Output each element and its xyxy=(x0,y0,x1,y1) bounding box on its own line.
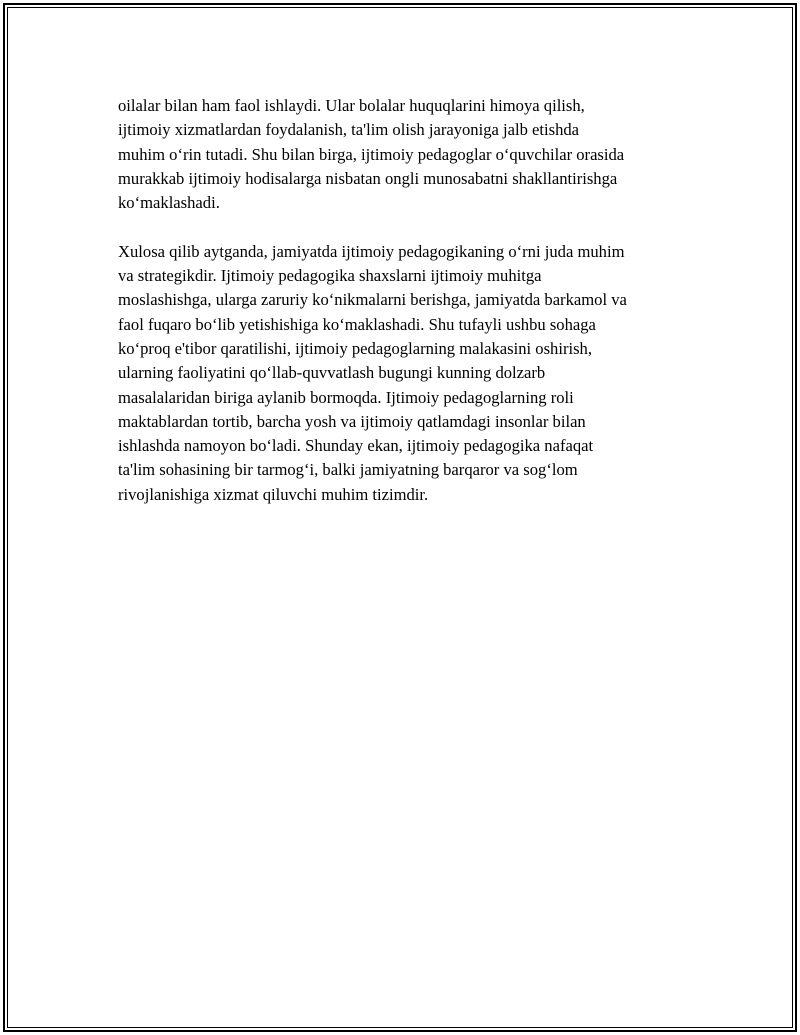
text-line: ularning faoliyatini qo‘llab-quvvatlash bugungi kunning dolzarb xyxy=(118,363,546,383)
text-line: va strategikdir. Ijtimoiy pedagogika shaxslarni ijtimoiy muhitga xyxy=(118,266,542,286)
text-line: moslashishga, ularga zaruriy ko‘nikmalarni berishga, jamiyatda barkamol va xyxy=(118,290,627,310)
paragraph-2 xyxy=(118,240,698,507)
text-line: masalalaridan biriga aylanib bormoqda. Ijtimoiy pedagoglarning roli xyxy=(118,387,574,407)
text-line: ijtimoiy xizmatlardan foydalanish, ta'lim olish jarayoniga jalb etishda xyxy=(118,120,580,140)
text-line: oilalar bilan ham faol ishlaydi. Ular bolalar huquqlarini himoya qilish, xyxy=(118,96,585,115)
text-line: ko‘maklashadi. xyxy=(118,193,220,213)
document-body xyxy=(118,94,698,507)
text-line: faol fuqaro bo‘lib yetishishiga ko‘maklashadi. Shu tufayli ushbu sohaga xyxy=(118,314,596,334)
text-line: ko‘proq e'tibor qaratilishi, ijtimoiy pedagoglarning malakasini oshirish, xyxy=(118,338,592,358)
paragraph-1 xyxy=(118,94,698,215)
paragraph-spacer xyxy=(118,215,698,239)
text-line: ishlashda namoyon bo‘ladi. Shunday ekan, ijtimoiy pedagogika nafaqat xyxy=(118,436,594,456)
text-line: rivojlanishiga xizmat qiluvchi muhim tizimdir. xyxy=(118,484,429,504)
text-line: maktablardan tortib, barcha yosh va ijtimoiy qatlamdagi insonlar bilan xyxy=(118,411,586,431)
text-line: Xulosa qilib aytganda, jamiyatda ijtimoiy pedagogikaning o‘rni juda muhim xyxy=(118,241,625,261)
text-line: ta'lim sohasining bir tarmog‘i, balki jamiyatning barqaror va sog‘lom xyxy=(118,460,578,480)
text-line: muhim o‘rin tutadi. Shu bilan birga, ijtimoiy pedagoglar o‘quvchilar orasida xyxy=(118,144,625,164)
text-line: murakkab ijtimoiy hodisalarga nisbatan ongli munosabatni shakllantirishga xyxy=(118,168,618,188)
